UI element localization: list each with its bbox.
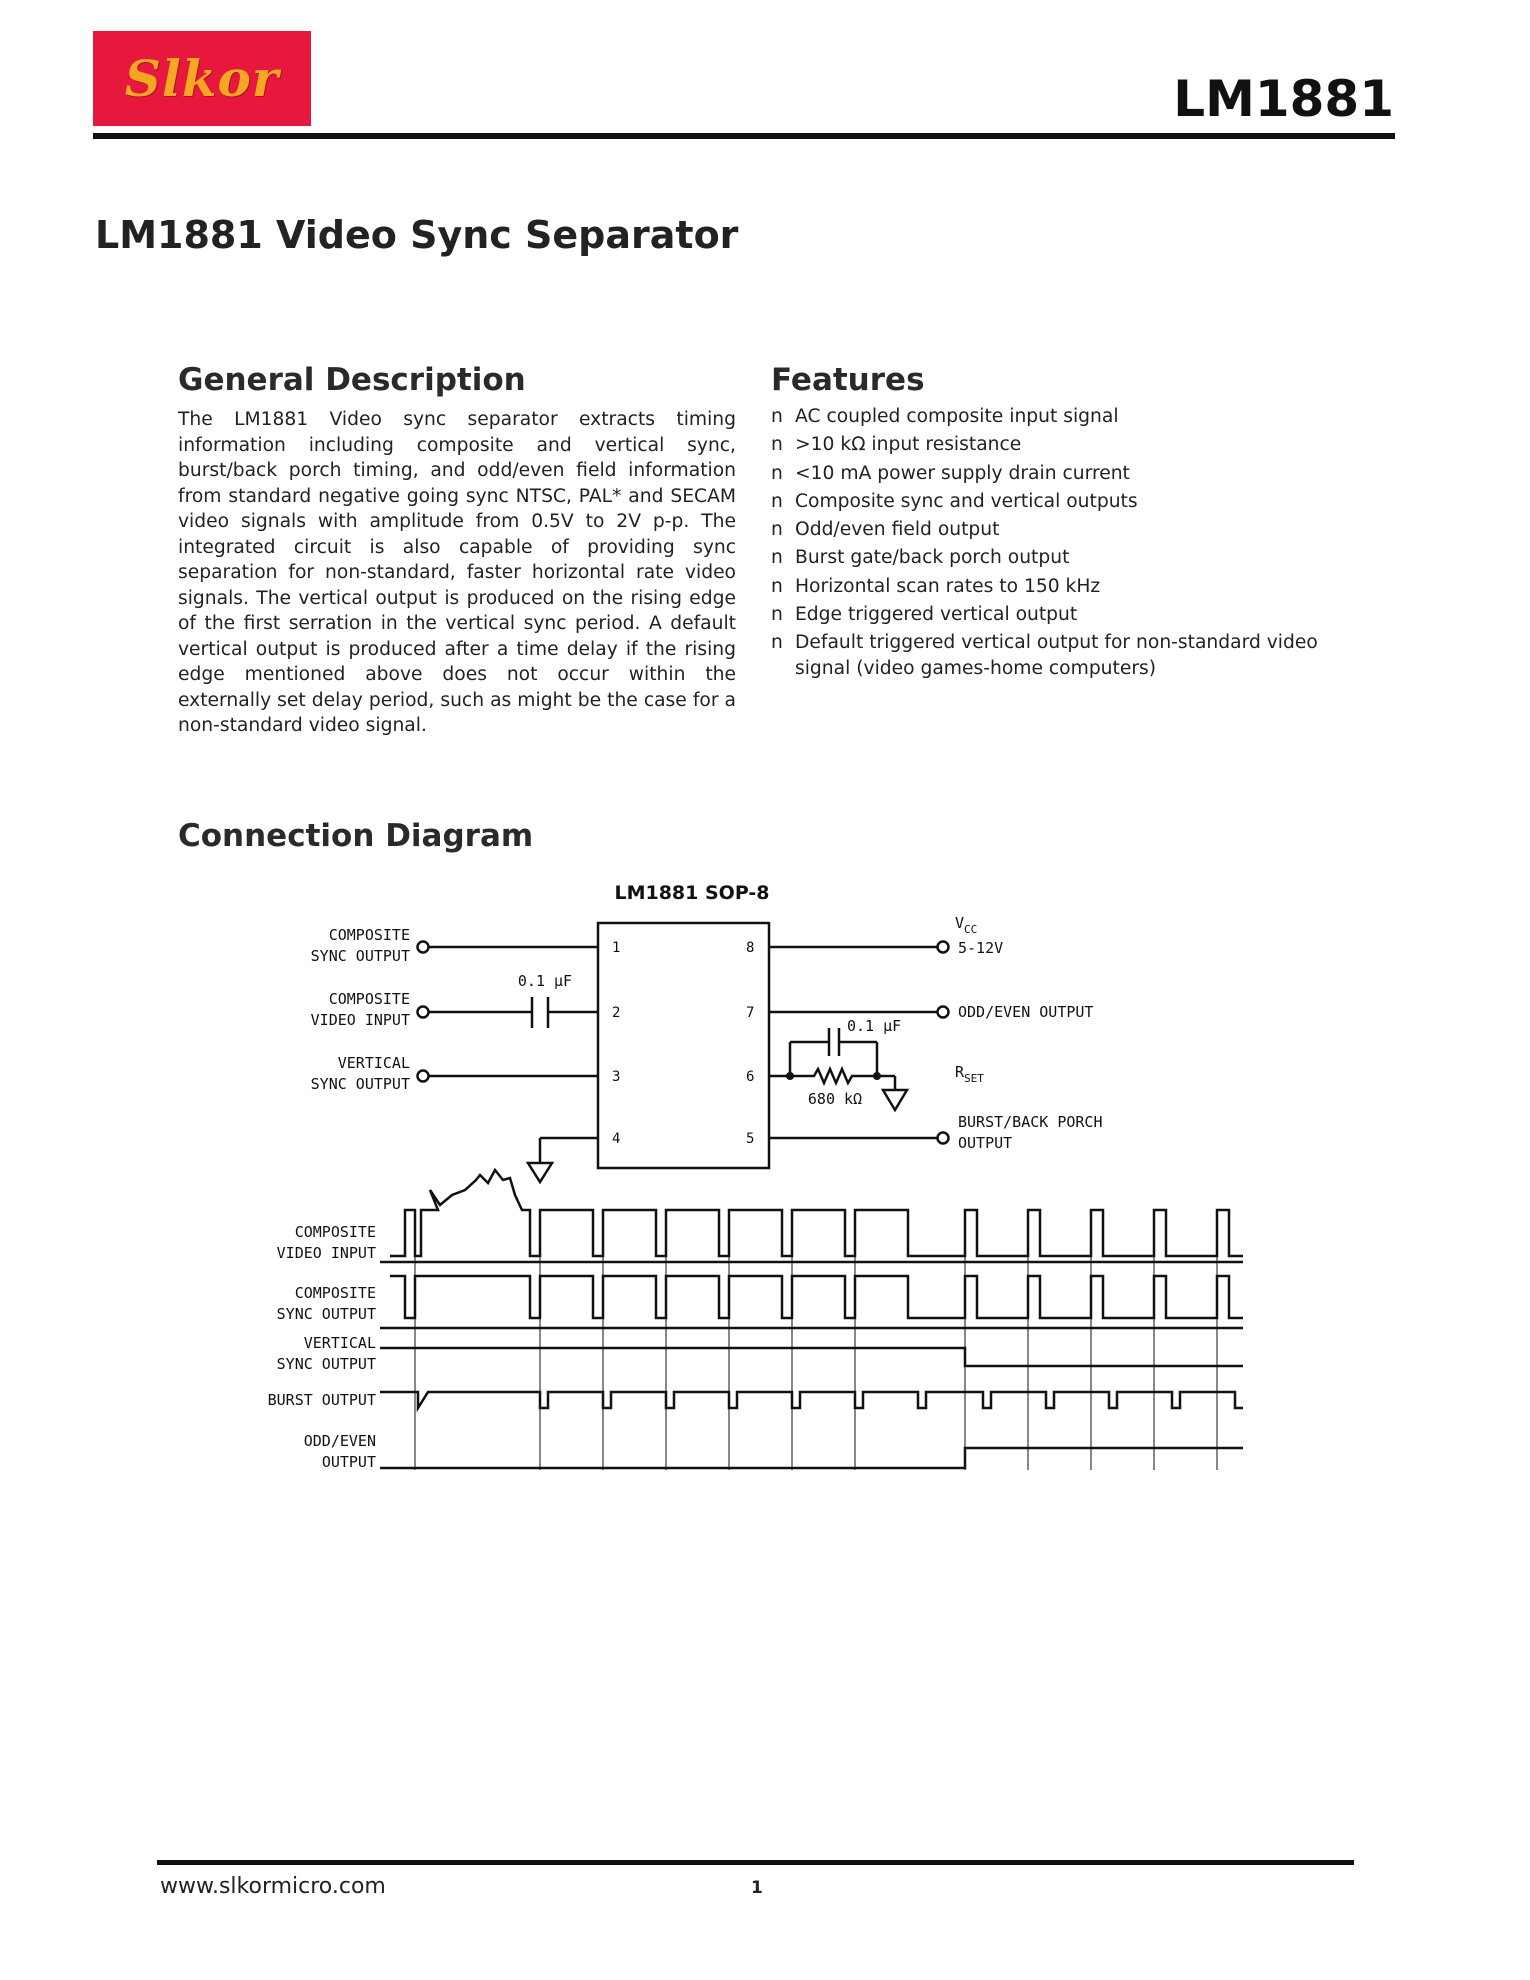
input-capacitor-label: 0.1 µF xyxy=(517,972,573,990)
feature-item xyxy=(771,432,1331,458)
pin-number-3: 3 xyxy=(612,1069,621,1085)
pin-number-8: 8 xyxy=(746,940,755,956)
terminal-pin1 xyxy=(418,942,429,953)
feature-item xyxy=(771,404,1331,430)
resistor-label: 680 kΩ xyxy=(807,1090,863,1108)
feature-text: AC coupled composite input signal xyxy=(795,406,1119,427)
page-number: 1 xyxy=(751,1878,763,1898)
waveform-vertical-sync-output xyxy=(380,1348,1243,1366)
feature-text: Composite sync and vertical outputs xyxy=(795,490,1138,512)
feature-item xyxy=(771,461,1331,487)
bullet-icon: n xyxy=(771,519,783,541)
bullet-icon: n xyxy=(771,406,783,427)
timing-label-sync-2: SYNC OUTPUT xyxy=(276,1305,376,1323)
vcc-label: $V_{CC}$ xyxy=(955,914,978,936)
footer-website-link[interactable]: www.slkormicro.com xyxy=(160,1874,386,1899)
label-pin1-line1: COMPOSITE xyxy=(328,926,410,944)
waveform-composite-video-input xyxy=(390,1170,1243,1256)
brand-logo xyxy=(93,31,311,126)
bullet-icon: n xyxy=(771,434,783,456)
label-pin1-line2: SYNC OUTPUT xyxy=(310,947,410,965)
feature-item xyxy=(771,630,1331,681)
label-pin5-line1: BURST/BACK PORCH xyxy=(958,1113,1103,1131)
footer-divider xyxy=(157,1860,1354,1865)
bullet-icon: n xyxy=(771,490,783,512)
label-pin2-line1: COMPOSITE xyxy=(328,990,410,1008)
bullet-icon: n xyxy=(771,632,783,654)
logo-text: Slkor xyxy=(124,49,280,108)
connection-diagram xyxy=(0,860,1530,1500)
terminal-pin5 xyxy=(938,1133,949,1144)
terminal-pin7 xyxy=(938,1007,949,1018)
bullet-icon: n xyxy=(771,547,783,569)
terminal-pin2 xyxy=(418,1007,429,1018)
terminal-pin3 xyxy=(418,1071,429,1082)
feature-text: <10 mA power supply drain current xyxy=(795,462,1130,484)
feature-text: >10 kΩ input resistance xyxy=(795,434,1022,456)
feature-item xyxy=(771,545,1331,571)
ic-package-body xyxy=(598,923,769,1168)
feature-item xyxy=(771,517,1331,543)
label-pin3-line1: VERTICAL xyxy=(337,1054,410,1072)
timing-label-vsync-1: VERTICAL xyxy=(303,1334,376,1352)
timing-label-oddeven-2: OUTPUT xyxy=(321,1453,376,1471)
feature-item xyxy=(771,602,1331,628)
ground-icon xyxy=(883,1090,907,1110)
feature-item xyxy=(771,574,1331,600)
timing-label-sync-1: COMPOSITE xyxy=(294,1284,376,1302)
feature-text: Odd/even field output xyxy=(795,519,1000,541)
bullet-icon: n xyxy=(771,462,783,484)
terminal-pin8 xyxy=(938,942,949,953)
waveform-burst-output xyxy=(380,1392,1243,1408)
bullet-icon: n xyxy=(771,604,783,626)
pin-number-1: 1 xyxy=(612,940,621,956)
label-pin7: ODD/EVEN OUTPUT xyxy=(958,1003,1094,1021)
timing-label-vsync-2: SYNC OUTPUT xyxy=(276,1355,376,1373)
feature-text: Edge triggered vertical output xyxy=(795,604,1078,626)
page-title: LM1881 Video Sync Separator xyxy=(95,213,739,257)
pin-number-2: 2 xyxy=(612,1005,621,1021)
junction-dot xyxy=(786,1072,794,1080)
rset-resistor xyxy=(806,1069,895,1083)
pin-number-4: 4 xyxy=(612,1131,621,1147)
feature-item xyxy=(771,489,1331,515)
timing-label-burst: BURST OUTPUT xyxy=(267,1391,376,1409)
pin-number-5: 5 xyxy=(746,1131,755,1147)
waveform-odd-even-output xyxy=(380,1448,1243,1468)
timing-label-video-1: COMPOSITE xyxy=(294,1223,376,1241)
connection-diagram-heading: Connection Diagram xyxy=(178,818,534,854)
label-pin3-line2: SYNC OUTPUT xyxy=(310,1075,410,1093)
pin-number-6: 6 xyxy=(746,1069,755,1085)
bullet-icon: n xyxy=(771,575,783,597)
label-pin5-line2: OUTPUT xyxy=(958,1134,1013,1152)
general-description-heading: General Description xyxy=(178,362,526,398)
feature-text: Burst gate/back porch output xyxy=(795,547,1070,569)
header-divider xyxy=(93,133,1395,139)
package-label: LM1881 SOP-8 xyxy=(614,882,770,904)
feature-text: Horizontal scan rates to 150 kHz xyxy=(795,575,1101,597)
timing-label-video-2: VIDEO INPUT xyxy=(276,1244,376,1262)
features-list xyxy=(771,404,1331,684)
rset-capacitor-label: 0.1 µF xyxy=(847,1017,902,1035)
features-heading: Features xyxy=(771,362,925,398)
label-pin2-line2: VIDEO INPUT xyxy=(310,1011,410,1029)
junction-dot xyxy=(873,1072,881,1080)
general-description-body: The LM1881 Video sync separator extracts timing information including composite and vertical sync, burst/back porch timing, and odd/even field information from standard negative going sync NTSC, PAL* and SECAM video signals with amplitude from 0.5V to 2V p-p. The integrated circuit is also capable of providing sync separation for non-standard, faster horizontal rate video signals. The vertical output is produced on the rising edge of the first serration in the vertical sync period. A default vertical output is produced after a time delay if the rising edge mentioned above does not occur within the externally set delay period, such as might be the case for a non-standard video signal. xyxy=(178,409,736,736)
vcc-range-label: 5-12V xyxy=(958,939,1004,957)
timing-label-oddeven-1: ODD/EVEN xyxy=(303,1432,376,1450)
ground-icon-pin4 xyxy=(528,1163,552,1182)
rset-label: $R_{SET}$ xyxy=(955,1063,984,1085)
part-number-header: LM1881 xyxy=(1173,70,1394,128)
pin-number-7: 7 xyxy=(746,1005,755,1021)
feature-text: Default triggered vertical output for non-standard video signal (video games-home computers) xyxy=(795,632,1318,679)
waveform-composite-sync-output xyxy=(390,1276,1243,1318)
